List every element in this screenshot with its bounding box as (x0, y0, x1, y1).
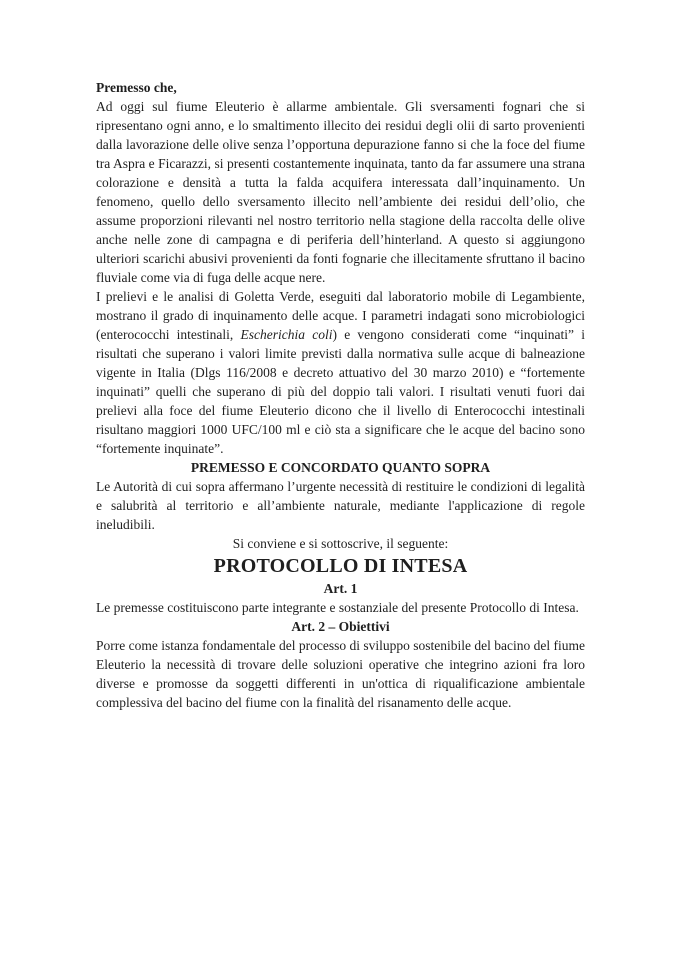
paragraph-allarme-ambientale: Ad oggi sul fiume Eleuterio è allarme ambientale. Gli sversamenti fognari che si ripresentano ogni anno, e lo smaltimento illecito dei residui degli olii di sarto provenienti dalla lavorazione delle olive senza l’opportuna depurazione fanno si che la foce del fiume tra Aspra e Ficarazzi, si presenti costantemente inquinata, tanto da far assumere una strana colorazione e densità a tutta la falda acquifera interessata dall’inquinamento. Un fenomeno, quello dello sversamento illecito nell’ambiente dei residui dell’olio, che assume proporzioni rilevanti nel nostro territorio nella stagione della raccolta delle olive anche nelle zone di campagna e di periferia dell’hinterland. A questo si aggiungono ulteriori scarichi abusivi provenienti da fonti fognarie che illecitamente sfruttano il bacino fluviale come via di fuga delle acque nere. (96, 99, 585, 285)
premesso-heading: Premesso che, (96, 80, 177, 95)
article-2-body: Porre come istanza fondamentale del processo di sviluppo sostenibile del bacino del fiume Eleuterio la necessità di trovare delle soluzioni operative che integrino azioni fra loro diverse e promosse da soggetti differenti in un'ottica di riqualificazione ambientale complessiva del bacino del fiume con la finalità del risanamento delle acque. (96, 638, 585, 710)
paragraph-prelievi-part1: I prelievi e le analisi di Goletta Verde, eseguiti dal laboratorio mobile di Legambiente, mostrano il grado di inquinamento delle acque. I parametri indagati sono microbiologici (enterococchi intestinali, (96, 289, 585, 342)
article-1-heading: Art. 1 (323, 581, 358, 596)
escherichia-coli-italic: Escherichia coli (240, 327, 333, 342)
paragraph-autorita: Le Autorità di cui sopra affermano l’urgente necessità di restituire le condizioni di legalità e salubrità al territorio e all’ambiente naturale, mediante l'applicazione di regole ineludibili. (96, 479, 585, 532)
paragraph-prelievi-part3: ) e vengono considerati come “inquinati” i risultati che superano i valori limite previsti dalla normativa sulle acque di balneazione vigente in Italia (Dlgs 116/2008 e decreto attuativo del 30 marzo 2010) e “fortemente inquinati” quelli che superano di più del doppio tali valori. I risultati venuti fuori dai prelievi alla foce del fiume Eleuterio dicono che il livello di Enterococchi intestinali risultano maggiori 1000 UFC/100 ml e ciò sta a significare che le acque del bacino sono “fortemente inquinate”. (96, 327, 585, 456)
intro-line: Si conviene e si sottoscrive, il seguente: (232, 536, 449, 551)
document-title: PROTOCOLLO DI INTESA (213, 555, 468, 577)
concordato-heading: PREMESSO E CONCORDATO QUANTO SOPRA (190, 460, 491, 475)
article-2-heading: Art. 2 – Obiettivi (291, 619, 390, 634)
paragraph-prelievi-analisi (96, 287, 585, 458)
article-1-body: Le premesse costituiscono parte integrante e sostanziale del presente Protocollo di Intesa. (96, 600, 579, 615)
